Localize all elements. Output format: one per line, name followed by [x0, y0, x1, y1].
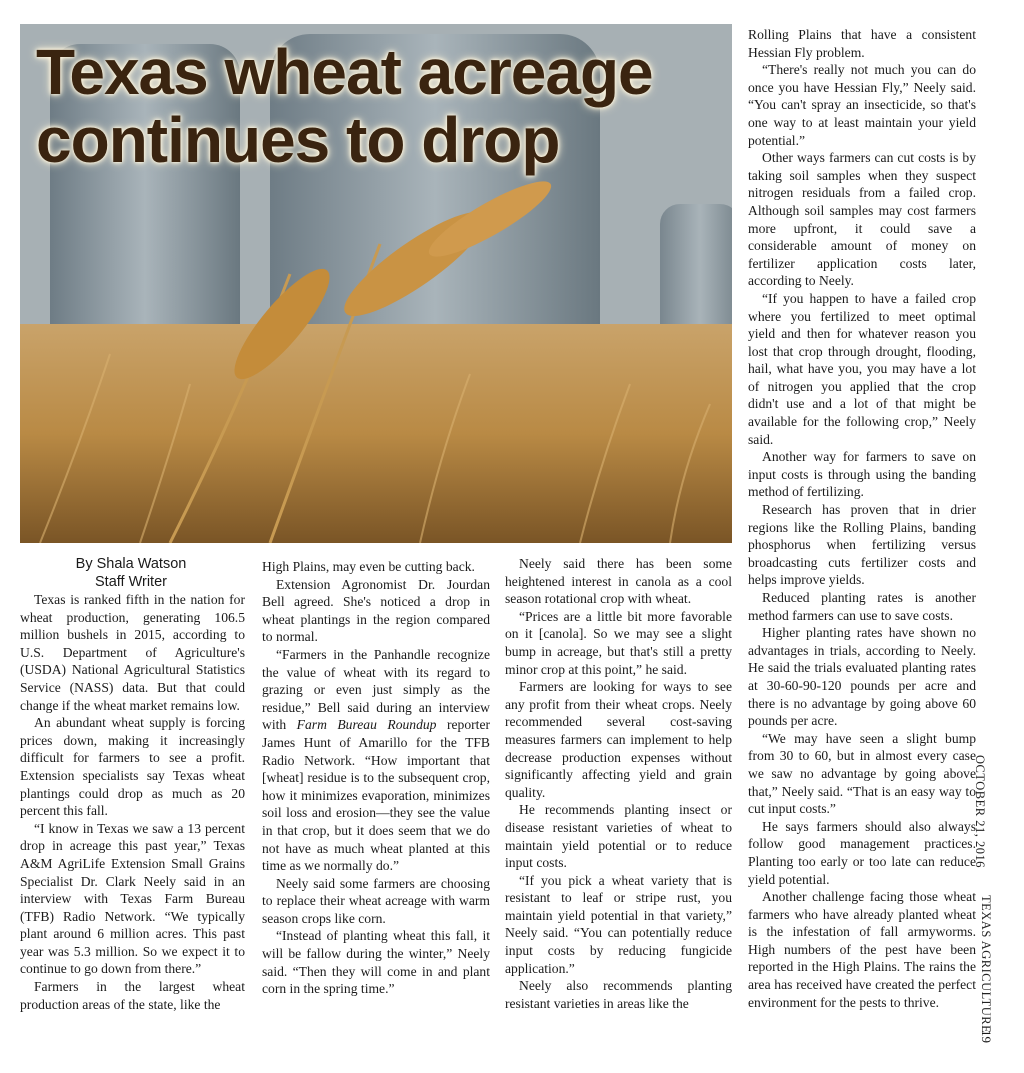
paragraph: “If you happen to have a failed crop where you fertilized to meet optimal yield and then for whatever reason you lost that crop through drought, flooding, hail, what have you, you may have a lot of nitrogen you applied that the crop didn't use and a lot of that might be available for the following crop,” Neely said. — [748, 290, 976, 447]
paragraph: “There's really not much you can do once you have Hessian Fly,” Neely said. “You can't spray an insecticide, so that's one way to at least maintain your yield potential.” — [748, 62, 976, 148]
headline-line-2: continues to drop — [36, 104, 560, 176]
paragraph: Neely said there has been some heightened interest in canola as a cool season rotational crop with wheat. — [505, 556, 732, 607]
article-column-3 — [505, 555, 732, 1012]
paragraph: “Prices are a little bit more favorable on it [canola]. So we may see a slight bump in acreage, but that's still a pretty minor crop at this point,” he said. — [505, 608, 732, 677]
paragraph: Other ways farmers can cut costs is by taking soil samples when they suspect nitrogen residuals from a failed crop. Although soil samples may cost farmers more upfront, it could save a considerable amount of money on fertilizer application costs later, according to Neely. — [748, 150, 976, 289]
wheat-field-photo — [20, 24, 732, 543]
paragraph: He says farmers should also always follow good management practices. Planting too early or too late can reduce yield potential. — [748, 818, 976, 887]
paragraph: Texas is ranked fifth in the nation for wheat production, generating 106.5 million bushels in 2015, according to U.S. Department of Agriculture's (USDA) National Agricultural Statistics Service (NASS) data. But that could change if the wheat market remains low. — [20, 592, 245, 713]
paragraph-text: “Farmers in the Panhandle recognize the value of wheat with its regard to grazing or even just simply as the residue,” Bell said during an interview with — [262, 646, 490, 733]
paragraph: Farmers are looking for ways to see any profit from their wheat crops. Neely recommended several cost-saving measures farmers can implement to help decrease production expenses without significantly affecting yield and grain quality. — [505, 679, 732, 800]
paragraph: High Plains, may even be cutting back. — [262, 559, 475, 574]
paragraph: Another way for farmers to save on input costs is through using the banding method of fertilizing. — [748, 449, 976, 500]
byline — [20, 555, 242, 591]
paragraph: Reduced planting rates is another method farmers can use to save costs. — [748, 590, 976, 623]
article-column-4 — [748, 26, 976, 1011]
paragraph: “I know in Texas we saw a 13 percent drop in acreage this past year,” Texas A&M AgriLife Extension Small Grains Specialist Dr. Clark Neely said in an interview with Texas Farm Bureau (TFB) Radio Network. “We typically plant around 6 million acres. This past year was 5.3 million. So we expect it to continue to go down from there.” — [20, 820, 245, 977]
paragraph: An abundant wheat supply is forcing prices down, making it increasingly difficult for farmers to see a profit. Extension specialists say Texas wheat plantings could drop as much as 20 percent this fall. — [20, 715, 245, 819]
publication-title: Farm Bureau Roundup — [296, 717, 437, 733]
issue-date: OCTOBER 21, 2016 — [973, 755, 987, 868]
paragraph: He recommends planting insect or disease resistant varieties of wheat to maintain yield potential or to reduce input costs. — [505, 802, 732, 871]
headline-line-1: Texas wheat acreage — [36, 36, 653, 108]
paragraph: Extension Agronomist Dr. Jourdan Bell agreed. She's noticed a drop in wheat plantings in the region compared to normal. — [262, 576, 490, 645]
paragraph: Research has proven that in drier regions like the Rolling Plains, banding phosphorus when fertilizing versus broadcasting cuts fertilizer costs and helps improve yields. — [748, 502, 976, 588]
paragraph: “Instead of planting wheat this fall, it will be fallow during the winter,” Neely said. “Then they will come in and plant corn in the spring time.” — [262, 928, 490, 997]
paragraph-text: reporter James Hunt of Amarillo for the TFB Radio Network. “How important that [wheat] residue is to the subsequent crop, how it minimizes evaporation, minimizes soil loss and erosion—they see the value in that crop, but it does seem that we do not have as much wheat planted at this time as we normally do.” — [262, 717, 490, 874]
paragraph: Higher planting rates have shown no advantages in trials, according to Neely. He said the trials evaluated planting rates at 30-60-90-120 pounds per acre and there is no advantage by going above 60 pounds per acre. — [748, 625, 976, 729]
paragraph: Farmers in the largest wheat production areas of the state, like the — [20, 979, 245, 1012]
paragraph — [262, 646, 490, 875]
article-column-2 — [262, 558, 490, 998]
paragraph: Rolling Plains that have a consistent Hessian Fly problem. — [748, 27, 976, 60]
paragraph: “If you pick a wheat variety that is resistant to leaf or stripe rust, you maintain yield potential in that variety,” Neely said. “You can potentially reduce input costs by reducing fungicide application.” — [505, 872, 732, 976]
byline-role: Staff Writer — [95, 574, 167, 590]
article-column-1 — [20, 591, 245, 1013]
paragraph: Neely said some farmers are choosing to replace their wheat acreage with warm season crops like corn. — [262, 875, 490, 926]
byline-author: By Shala Watson — [75, 556, 187, 572]
paragraph: Another challenge facing those wheat farmers who have already planted wheat is the infestation of fall armyworms. High numbers of the pest have been reported in the High Plains. The rains the area has received have created the perfect environment for the pests to thrive. — [748, 889, 976, 1010]
page-number: 19 — [979, 1030, 994, 1043]
headline — [36, 38, 653, 174]
publication-name: TEXAS AGRICULTURE — [979, 895, 993, 1034]
paragraph: “We may have seen a slight bump from 30 to 60, but in almost every case we saw no advantage by going above that,” Neely said. “That is an easy way to cut input costs.” — [748, 730, 976, 817]
paragraph: Neely also recommends planting resistant varieties in areas like the — [505, 978, 732, 1011]
